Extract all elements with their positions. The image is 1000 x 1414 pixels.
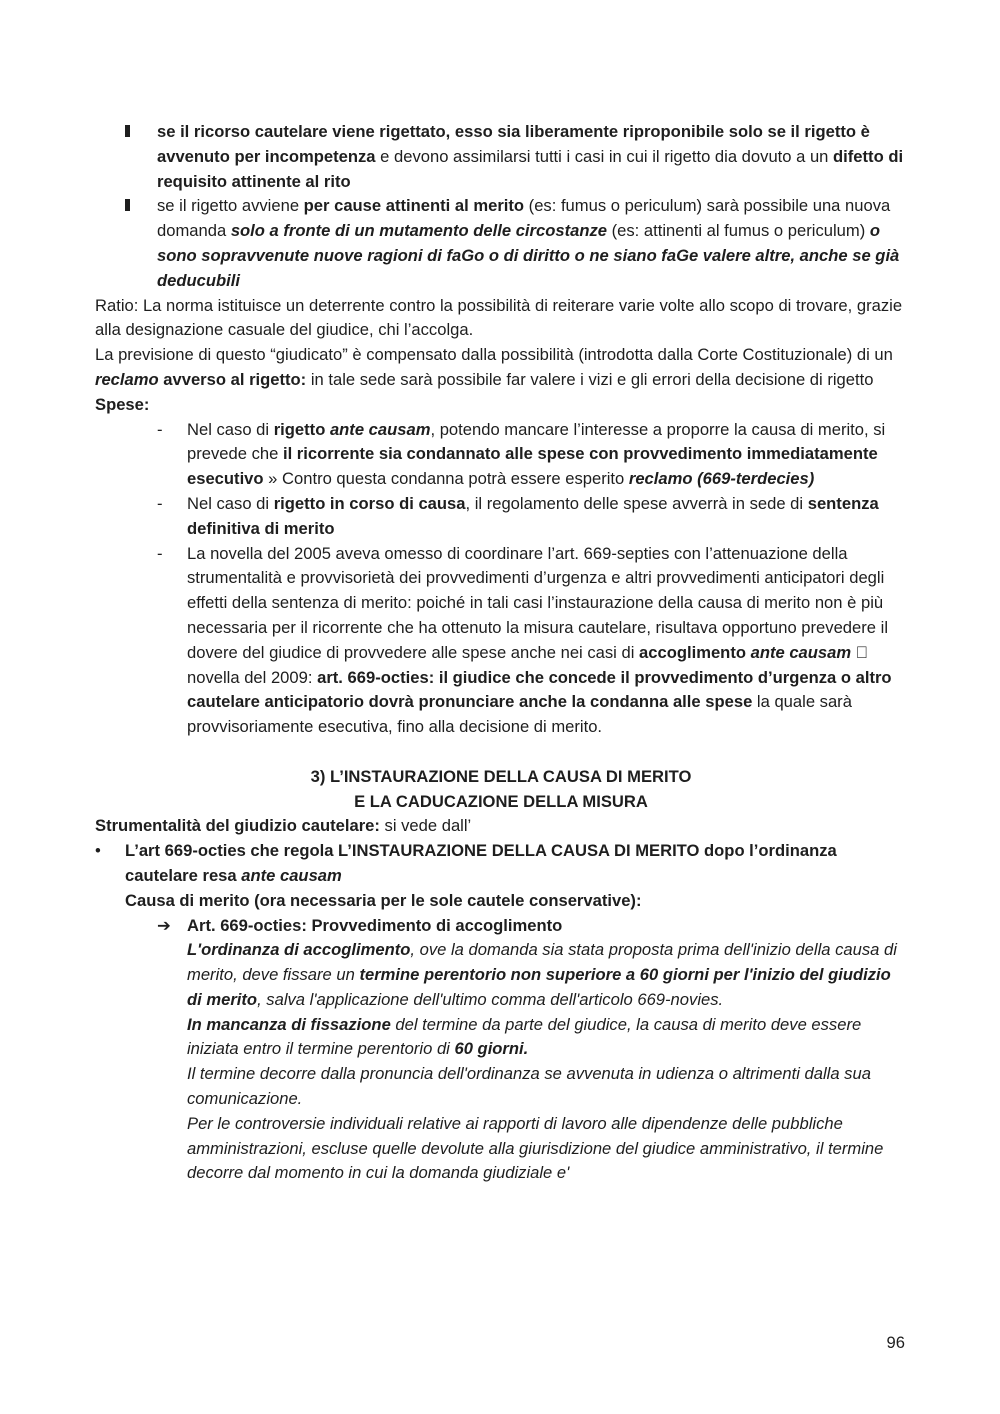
spacer [95,740,907,765]
dash-item-text [187,492,907,542]
dash-list-item [95,492,907,542]
text-run: , salva l'applicazione dell'ultimo comma dell'articolo 669-novies. [257,989,724,1009]
text-run: Strumentalità del giudizio cautelare: [95,816,380,836]
text-run: per cause attinenti al merito [303,196,525,216]
text-run: si vede dall’ [379,816,472,836]
dash-list-item [95,418,907,492]
text-run: in tale sede sarà possibile far valere i vizi e gli errori della decisione di rigetto [306,369,874,389]
article-text [95,938,907,1186]
text-run: ante causam [329,419,431,439]
text-run: Nel caso di [187,493,274,513]
arrow-icon: ➔ [157,915,171,935]
text-run: Per le controversie individuali relative ai rapporti di lavoro alle dipendenze delle pubbliche amministrazioni, escluse quelle devolute alla giurisdizione del giudice amministrativo, il termine decorre dal momento in cui la domanda giudiziale e' [187,1113,884,1183]
text-run: , potendo mancare l’interesse a proporre la causa di merito, si prevede che [187,419,886,464]
text-run: del termine da parte del giudice, la causa di merito deve essere iniziata entro il termine perentorio di [187,1014,862,1059]
text-run: L'ordinanza di accoglimento [187,940,411,960]
page-number: 96 [886,1333,905,1352]
bullet-item [95,194,907,293]
dash-marker: - [157,419,163,439]
paragraph [95,393,907,418]
text-run: , ove la domanda sia stata proposta prima dell'inizio della causa di merito, deve fissare un [187,940,897,985]
text-run: , il regolamento delle spese avverrà in sede di [465,493,808,513]
bullet-marker: • [95,841,101,861]
text-run: (es: attinenti al fumus o periculum) [607,221,870,241]
text-run: difetto di requisito attinente al rito [157,146,904,191]
bullet-item [95,120,907,194]
text-run: Il termine decorre dalla pronuncia dell'ordinanza se avvenuta in udienza o altrimenti dalla sua comunicazione. [187,1064,871,1109]
article-paragraph [187,1112,907,1186]
heading-line-1: 3) L’INSTAURAZIONE DELLA CAUSA DI MERITO [310,766,692,786]
text-run: (es: fumus o periculum) sarà possibile una nuova domanda [157,196,891,241]
text-run: La previsione di questo “giudicato” è compensato dalla possibilità (introdotta dalla Corte Costituzionale) di un [95,345,893,365]
text-run: novella del 2009: [187,667,318,687]
text-run: La novella del 2005 aveva omesso di coordinare l’art. 669-septies con l’attenuazione della strumentalità e provvisorietà dei provvedimenti d’urgenza e altri provvedimenti anticipatori degli effetti della sentenza di merito: poiché in tali casi l’instaurazione della causa di merito non è più necessaria per il ricorrente che ha ottenuto la misura cautelare, risultava opportuno prevedere il dovere del giudice di provvedere alle spese anche nei casi di [187,543,889,662]
paragraphs [95,294,907,418]
text-run: rigetto [273,419,330,439]
article-paragraph [187,1013,907,1063]
dash-item-text [187,418,907,492]
spese-list [95,418,907,740]
text-run: reclamo [95,369,159,389]
strumentalita-paragraph [95,814,907,839]
paragraph [95,294,907,344]
article-paragraph [187,1062,907,1112]
text-run: avverso al rigetto: [158,369,307,389]
text-run: il ricorrente sia condannato alle spese con provvedimento immediatamente esecutivo [187,444,878,489]
dash-item-text [187,542,907,740]
paragraph [95,343,907,393]
dash-list-item [95,542,907,740]
text-run: termine perentorio non superiore a 60 giorni per l'inizio del giudizio di merito [187,965,891,1009]
text-run: 60 giorni. [454,1039,529,1059]
text-run: rigetto in corso di causa [273,493,466,513]
text-run: ante causam [241,865,342,885]
text-run: Spese: [95,394,150,414]
text-run: Nel caso di [187,419,274,439]
text-run: o sono sopravvenute nuove ragioni di faGo o di diritto o ne siano faGe valere altre, anche se già deducubili [157,221,900,290]
dash-marker: - [157,493,163,513]
art-bullet-sub: Causa di merito (ora necessaria per le sole cautele conservative): [125,890,642,910]
dash-marker: - [157,543,163,563]
section-heading [95,765,907,815]
square-bullet-icon [125,125,130,137]
page-content [95,120,907,1186]
text-run: solo a fronte di un mutamento delle circostanze [230,221,607,241]
arrow-item [95,914,907,939]
art-bullet [95,839,907,913]
text-run: Ratio: La norma istituisce un deterrente contro la possibilità di reiterare varie volte allo scopo di trovare, grazie alla designazione casuale del giudice, chi l’accolga. [95,295,903,340]
text-run: art. 669-octies: il giudice che concede il provvedimento d’urgenza o altro cautelare anticipatorio dovrà pronunciare anche la condanna alle spese [187,667,892,712]
text-run: L’art 669-octies che regola L’INSTAURAZIONE DELLA CAUSA DI MERITO dopo l’ordinanza cautelare resa [125,841,837,885]
text-run: ante causam [750,642,852,662]
bullet-text [157,120,907,194]
text-run: In mancanza di fissazione [187,1014,391,1034]
bullets-top [95,120,907,294]
text-run: » Contro questa condanna potrà essere esperito [263,469,629,489]
article-paragraph [187,938,907,1012]
text-run: accoglimento [639,642,751,662]
text-run: e devono assimilarsi tutti i casi in cui il rigetto dia dovuto a un [375,146,834,166]
arrow-item-title: Art. 669-octies: Provvedimento di accoglimento [187,915,563,935]
art-bullet-text [125,839,907,889]
text-run: la quale sarà provvisoriamente esecutiva, fino alla decisione di merito. [187,692,852,737]
text-run: sentenza definitiva di merito [187,493,879,538]
text-run: se il rigetto avviene [157,196,304,216]
heading-line-2: E LA CADUCAZIONE DELLA MISURA [354,791,648,811]
text-run: se il ricorso cautelare viene rigettato, esso sia liberamente riproponibile solo se il rigetto è avvenuto per incompetenza [157,122,870,166]
bullet-text [157,194,907,293]
square-bullet-icon [125,199,130,211]
text-run: reclamo (669-terdecies) [628,469,815,489]
